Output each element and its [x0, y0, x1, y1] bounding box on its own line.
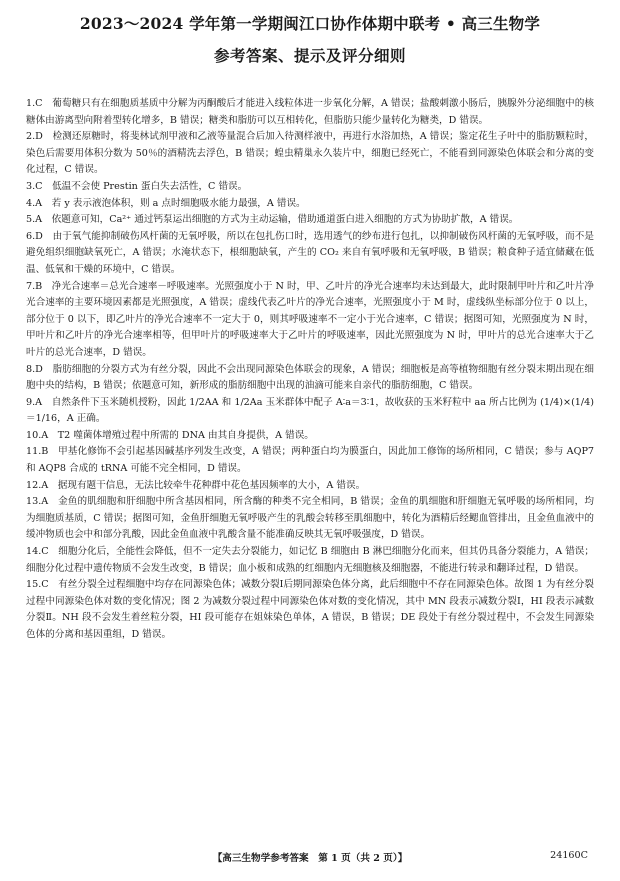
footer-page-info: 【高三生物学参考答案 第 1 页（共 2 页）】 — [212, 853, 408, 864]
answer-item-11: 11.B 甲基化修饰不会引起基因碱基序列发生改变，A 错误；两种蛋白均为膜蛋白，因此加工修饰的场所相同，C 错误；参与 AQP7 和 AQP8 合成的 tRNA 可能不完全相同，D 错误。 — [26, 446, 594, 475]
answer-item-3: 3.C 低温不会使 Prestin 蛋白失去活性，C 错误。 — [26, 180, 248, 192]
answer-item-6: 6.D 由于氧气能抑制破伤风杆菌的无氧呼吸，所以在包扎伤口时，选用透气的纱布进行包扎，以抑制破伤风杆菌的无氧呼吸，而不是避免组织细胞缺氧死亡，A 错误；水淹状态下，根细胞缺氧，产生的 CO₂ 来自有氧呼吸和无氧呼吸，B 错误；粮食种子适宜储藏在低温、低氧和干燥的环境中，C 错误。 — [26, 230, 594, 275]
answer-item-12: 12.A 据现有题干信息，无法比较牵牛花种群中花色基因频率的大小，A 错误。 — [26, 479, 366, 491]
answer-item-14: 14.C 细胞分化后，全能性会降低，但不一定失去分裂能力，如记忆 B 细胞由 B 淋巴细胞分化而来，但其仍具备分裂能力，A 错误；细胞分化过程中遗传物质不会发生改变，B 错误；血小板和成熟的红细胞内无细胞核及细胞器，不能进行转录和翻译过程，D 错误。 — [26, 546, 594, 574]
page-footer — [0, 850, 620, 866]
answer-item-9: 9.A 自然条件下玉米随机授粉，因此 1/2AA 和 1/2Aa 玉米群体中配子 A∶a＝3∶1，故收获的玉米籽粒中 aa 所占比例为 (1/4)×(1/4)＝1/16，A 正确。 — [26, 396, 594, 425]
answer-item-1: 1.C 葡萄糖只有在细胞质基质中分解为丙酮酸后才能进入线粒体进一步氧化分解，A 错误；盐酸刺激小肠后，胰腺外分泌细胞中的核糖体由游离型向附着型转化增多，B 错误；糖类和脂肪可以互相转化，但脂肪只能少量转化为糖类，D 错误。 — [26, 98, 594, 126]
answer-item-7: 7.B 净光合速率＝总光合速率－呼吸速率。光照强度小于 N 时，甲、乙叶片的净光合速率均未达到最大，此时限制甲叶片和乙叶片净光合速率的主要环境因素都是光照强度，A 错误；虚线代表乙叶片的净光合速率，光照强度小于 M 时，虚线纵坐标部分位于 0 以上，部分位于 0 以下，即乙叶片的净光合速率不一定大于 0，则其呼吸速率不一定小于光合速率，C 错误；据图可知，光照强度为 N 时，甲叶片和乙叶片的净光合速率相等，但甲叶片的呼吸速率大于乙叶片的呼吸速率，因此光照强度为 N 时，甲叶片的总光合速率大于乙叶片的总光合速率，D 错误。 — [26, 280, 594, 358]
answer-item-5: 5.A 依题意可知，Ca²⁺ 通过钙泵运出细胞的方式为主动运输，借助通道蛋白进入细胞的方式为协助扩散，A 错误。 — [26, 214, 519, 226]
answer-item-4: 4.A 若 y 表示液泡体积，则 a 点时细胞吸水能力最强，A 错误。 — [26, 197, 306, 209]
answer-item-8: 8.D 脂肪细胞的分裂方式为有丝分裂，因此不会出现同源染色体联会的现象，A 错误；细胞板是高等植物细胞有丝分裂末期出现在细胞中央的结构，B 错误；依题意可知，新形成的脂肪细胞中出现的油滴可能来自亲代的脂肪细胞，C 错误。 — [26, 363, 594, 392]
page-subtitle: 参考答案、提示及评分细则 — [213, 46, 406, 65]
footer-exam-code: 24160C — [550, 850, 588, 861]
answer-item-15: 15.C 有丝分裂全过程细胞中均存在同源染色体；减数分裂Ⅰ后期同源染色体分离，此后细胞中不存在同源染色体。故图 1 为有丝分裂过程中同源染色体对数的变化情况；图 2 为减数分裂过程中同源染色体对数的变化情况，其中 MN 段表示减数分裂Ⅰ，HI 段表示减数分裂Ⅱ。NH 段不会发生着丝粒分裂，HI 段可能存在姐妹染色单体，A 错误，B 错误；DE 段处于有丝分裂过程中，不会发生同源染色体的分离和基因重组，D 错误。 — [26, 579, 594, 640]
page-title: 2023～2024 学年第一学期闽江口协作体期中联考 • 高三生物学 — [79, 14, 541, 33]
answer-item-2: 2.D 检测还原糖时，将斐林试剂甲液和乙液等量混合后加入待测样液中，再进行水浴加热，A 错误；鉴定花生子叶中的脂肪颗粒时，染色后需要用体积分数为 50％的酒精洗去浮色，B 错误；蝗虫精巢永久装片中，细胞已经死亡，不能看到同源染色体联会和分离的变化过程，C 错误。 — [26, 131, 594, 176]
answer-item-13: 13.A 金鱼的肌细胞和肝细胞中所含基因相同，所含酶的种类不完全相同，B 错误；金鱼的肌细胞和肝细胞无氧呼吸的场所相同，均为细胞质基质，C 错误；据图可知，金鱼肝细胞无氧呼吸产生的乳酸会转移至肌细胞中，转化为酒精后经鳃血管排出，且金鱼血液中的缓冲物质也会中和部分乳酸，因此金鱼血液中乳酸含量不能准确反映其无氧呼吸强度，D 错误。 — [26, 496, 594, 541]
answer-list — [26, 96, 594, 644]
answer-item-10: 10.A T2 噬菌体增殖过程中所需的 DNA 由其自身提供，A 错误。 — [26, 429, 314, 441]
